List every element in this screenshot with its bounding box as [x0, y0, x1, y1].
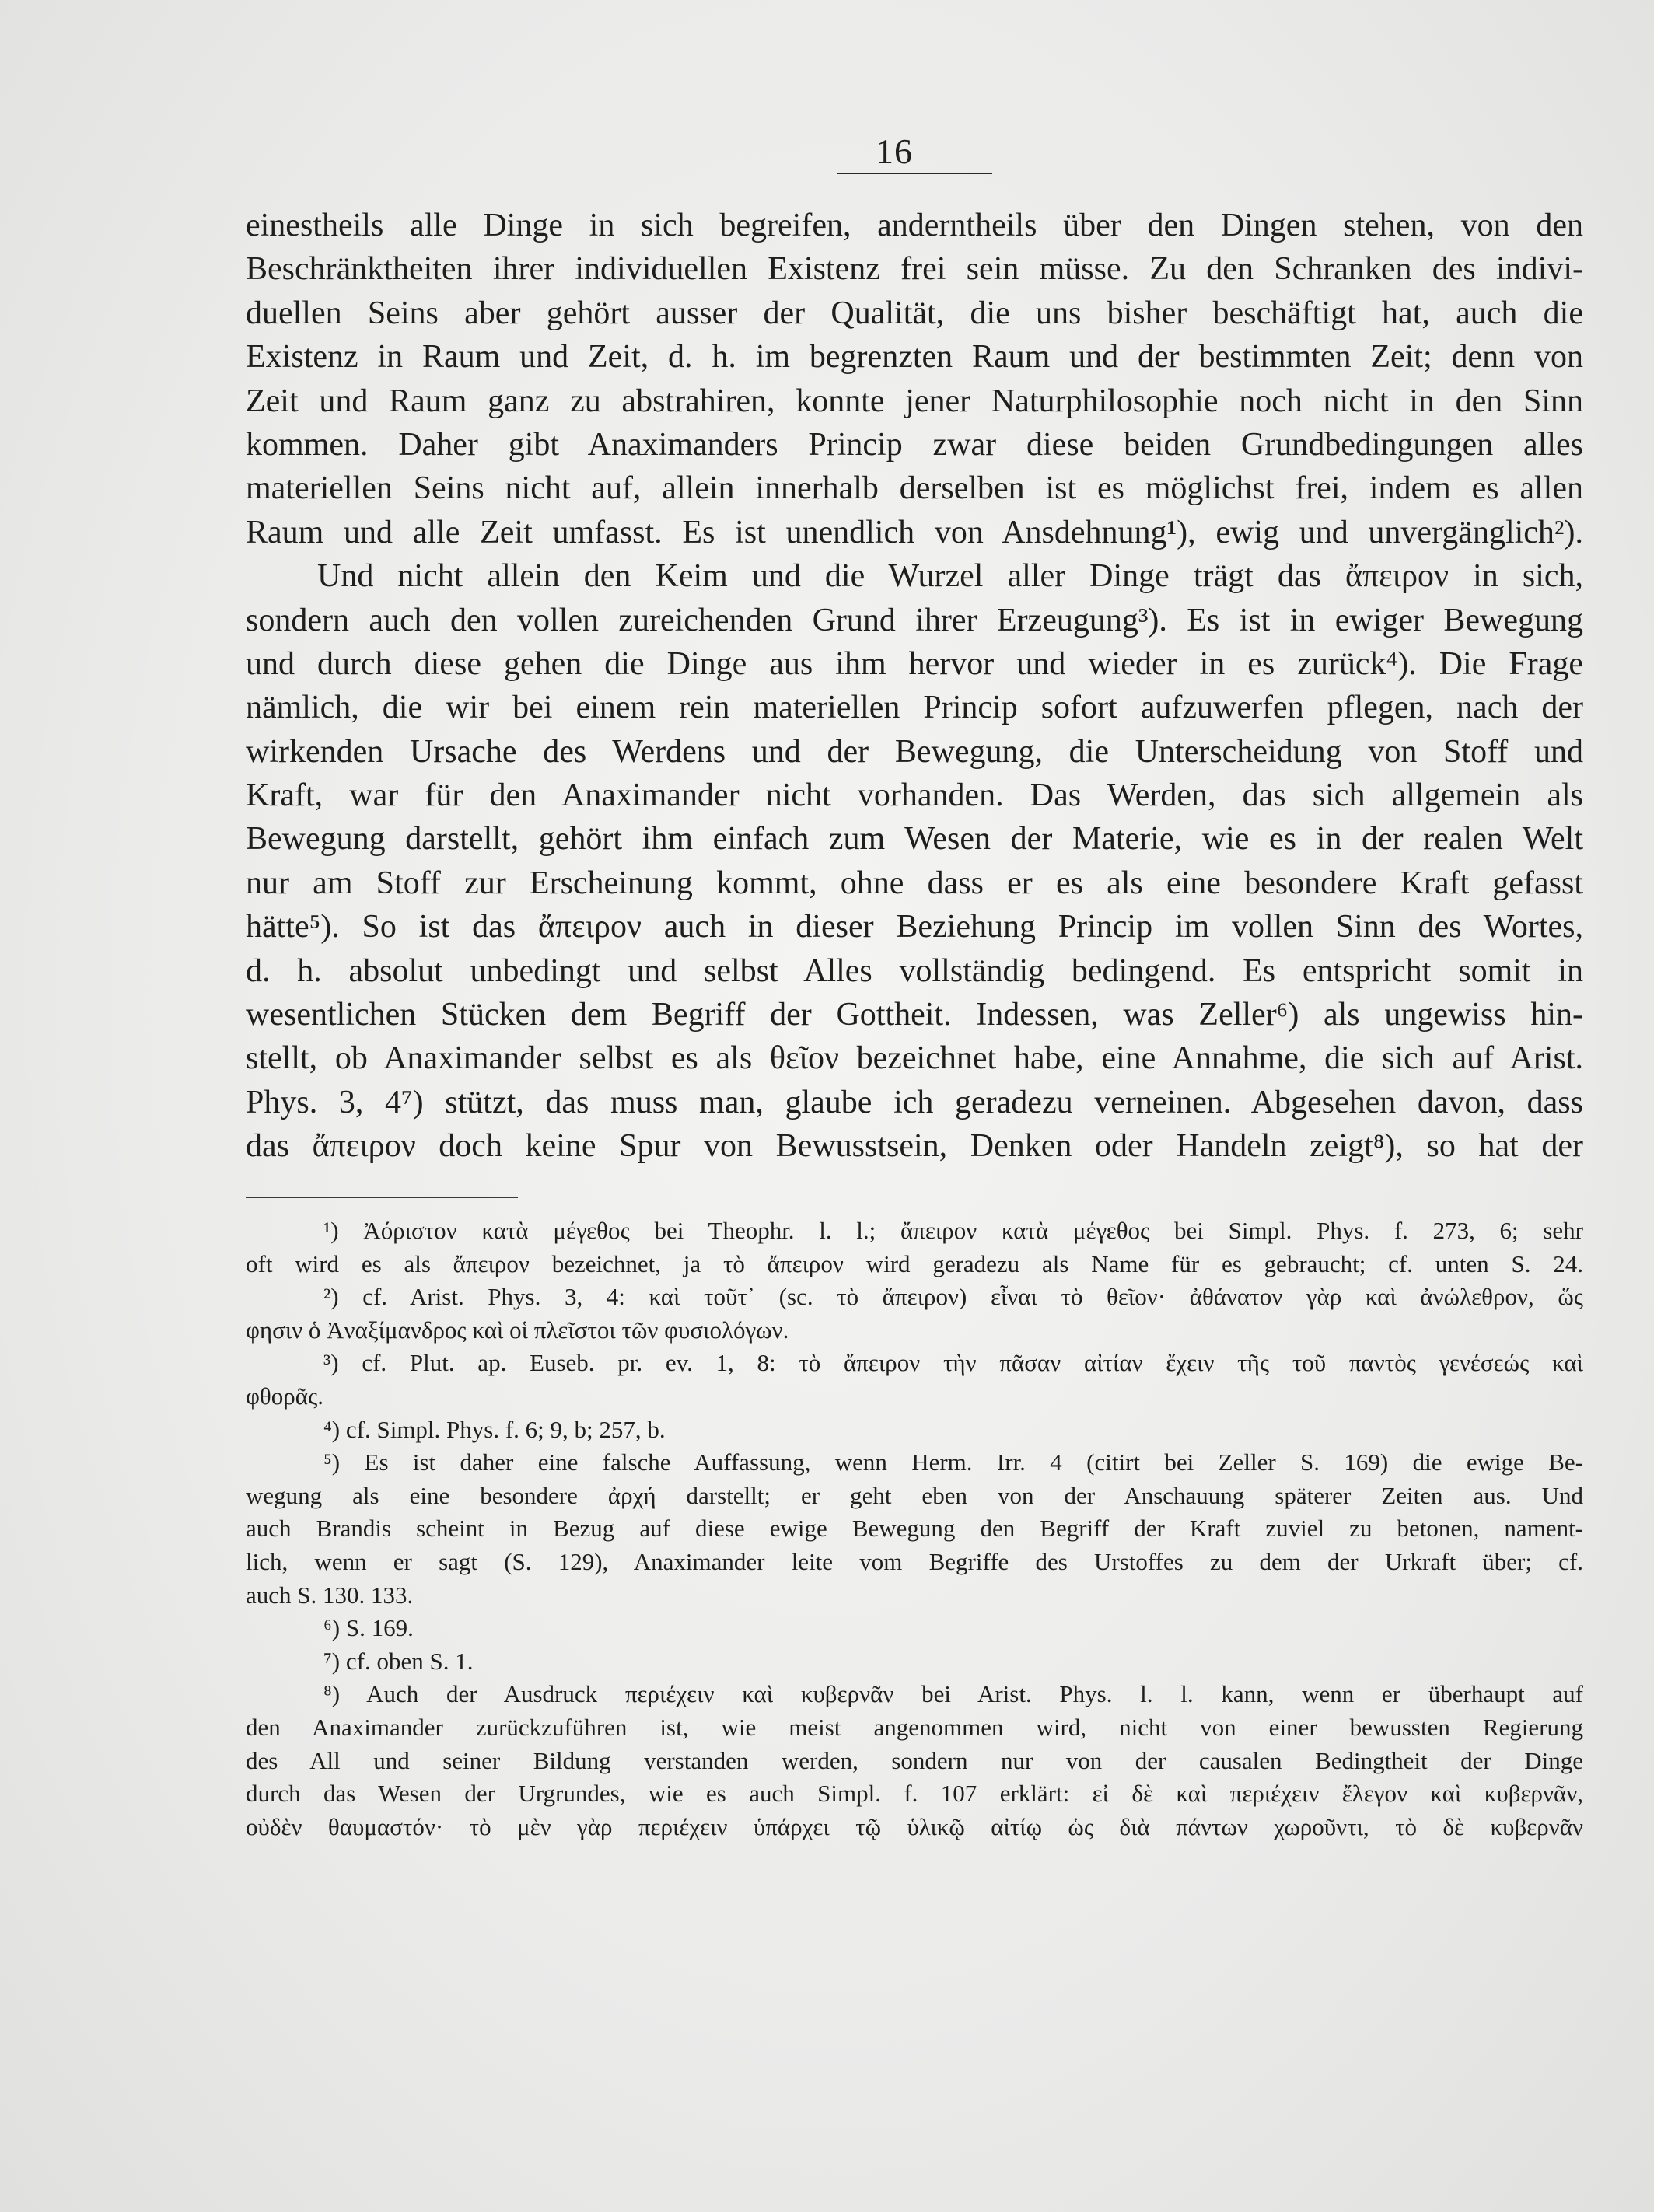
footnote-line: den Anaximander zurückzuführen ist, wie meist angenommen wird, nicht von einer bewussten Regierung: [246, 1713, 1583, 1741]
footnote-line: ⁶) S. 169.: [323, 1614, 414, 1642]
page-number: 16: [876, 131, 913, 171]
footnote-8: [246, 1678, 1583, 1843]
footnote-line: φθορᾶς.: [246, 1382, 323, 1410]
footnote-separator: [246, 1197, 518, 1198]
footnote-line: ³) cf. Plut. ap. Euseb. pr. ev. 1, 8: τὸ ἄπειρον τὴν πᾶσαν αἰτίαν ἔχειν τῆς τοῦ παντὸς γενέσεώς καὶ: [323, 1349, 1583, 1377]
body-line: Bewegung darstellt, gehört ihm einfach zum Wesen der Materie, wie es in der realen Welt: [246, 821, 1583, 858]
footnote-3: [246, 1347, 1583, 1413]
body-line: materiellen Seins nicht auf, allein innerhalb derselben ist es möglichst frei, indem es allen: [246, 470, 1583, 507]
footnote-line: auch Brandis scheint in Bezug auf diese ewige Bewegung den Begriff der Kraft zuviel zu betonen, nament-: [246, 1515, 1583, 1543]
body-text: [246, 204, 1583, 1169]
body-line: einestheils alle Dinge in sich begreifen, anderntheils über den Dingen stehen, von den: [246, 208, 1583, 243]
body-line: Phys. 3, 4⁷) stützt, das muss man, glaube ich geradezu verneinen. Abgesehen davon, dass: [246, 1084, 1583, 1120]
body-line: sondern auch den vollen zureichenden Grund ihrer Erzeugung³). Es ist in ewiger Bewegung: [246, 602, 1583, 638]
body-line: hätte⁵). So ist das ἄπειρον auch in dieser Beziehung Princip im vollen Sinn des Wortes,: [246, 909, 1583, 945]
body-line: Beschränktheiten ihrer individuellen Existenz frei sein müsse. Zu den Schranken des indivi-: [246, 251, 1583, 288]
footnote-line: ⁵) Es ist daher eine falsche Auffassung, wenn Herm. Irr. 4 (citirt bei Zeller S. 169) die ewige Be-: [323, 1448, 1583, 1476]
body-line: duellen Seins aber gehört ausser der Qualität, die uns bisher beschäftigt hat, auch die: [246, 295, 1583, 331]
footnote-4: [246, 1414, 1583, 1447]
footnote-line: ⁴) cf. Simpl. Phys. f. 6; 9, b; 257, b.: [323, 1415, 666, 1443]
footnote-line: wegung als eine besondere ἀρχή darstellt; er geht eben von der Anschauung späterer Zeiten aus. Und: [246, 1481, 1583, 1509]
footnote-5: [246, 1446, 1583, 1612]
body-line: Raum und alle Zeit umfasst. Es ist unendlich von Ansdehnung¹), ewig und unvergänglich²).: [246, 514, 1583, 550]
body-line: wirkenden Ursache des Werdens und der Bewegung, die Unterscheidung von Stoff und: [246, 733, 1583, 770]
body-line: Existenz in Raum und Zeit, d. h. im begrenzten Raum und der bestimmten Zeit; denn von: [246, 339, 1583, 376]
footnote-line: οὐδὲν θαυμαστόν· τὸ μὲν γὰρ περιέχειν ὑπάρχει τῷ ὑλικῷ αἰτίῳ ὡς διὰ πάντων χωροῦντι, τὸ δὲ κυβερνᾶν: [246, 1812, 1583, 1840]
footnote-line: ⁸) Auch der Ausdruck περιέχειν καὶ κυβερνᾶν bei Arist. Phys. l. l. kann, wenn er überhaupt auf: [323, 1680, 1583, 1708]
body-line: d. h. absolut unbedingt und selbst Alles vollständig bedingend. Es entspricht somit in: [246, 952, 1583, 989]
body-line: und durch diese gehen die Dinge aus ihm hervor und wieder in es zurück⁴). Die Frage: [246, 645, 1583, 682]
footnote-line: des All und seiner Bildung verstanden werden, sondern nur von der causalen Bedingtheit der Dinge: [246, 1746, 1583, 1774]
body-line: stellt, ob Anaximander selbst es als θεῖον bezeichnet habe, eine Annahme, die sich auf Arist.: [246, 1040, 1583, 1077]
footnote-line: φησιν ὁ Ἀναξίμανδρος καὶ οἱ πλεῖστοι τῶν φυσιολόγων.: [246, 1316, 789, 1344]
footnote-line: ¹) Ἀόριστον κατὰ μέγεθος bei Theophr. l. l.; ἄπειρον κατὰ μέγεθος bei Simpl. Phys. f. 273, 6; sehr: [323, 1217, 1583, 1244]
footnote-line: lich, wenn er sagt (S. 129), Anaximander leite vom Begriffe des Urstoffes zu dem der Urkraft über; cf.: [246, 1547, 1583, 1575]
footnote-line: oft wird es als ἄπειρον bezeichnet, ja τὸ ἄπειρον wird geradezu als Name für es gebraucht; cf. unten S. 24.: [246, 1249, 1583, 1277]
footnotes: [246, 1214, 1583, 1843]
footnote-2: [246, 1281, 1583, 1347]
body-line: Kraft, war für den Anaximander nicht vorhanden. Das Werden, das sich allgemein als: [246, 778, 1583, 814]
footnote-7: [246, 1645, 1583, 1679]
footnote-6: [246, 1612, 1583, 1645]
footnote-line: ²) cf. Arist. Phys. 3, 4: καὶ τοῦτ᾽ (sc. τὸ ἄπειρον) εἶναι τὸ θεῖον· ἀθάνατον γὰρ καὶ ἀνώλεθρον, ὥς: [323, 1283, 1583, 1311]
footnote-1: [246, 1214, 1583, 1281]
footnote-line: auch S. 130. 133.: [246, 1581, 414, 1609]
body-line: das ἄπειρον doch keine Spur von Bewusstsein, Denken oder Handeln zeigt⁸), so hat der: [246, 1128, 1583, 1165]
body-line: nur am Stoff zur Erscheinung kommt, ohne dass er es als eine besondere Kraft gefasst: [246, 865, 1583, 901]
body-line: wesentlichen Stücken dem Begriff der Gottheit. Indessen, was Zeller⁶) als ungewiss hin-: [246, 997, 1583, 1033]
body-line: Und nicht allein den Keim und die Wurzel aller Dinge trägt das ἄπειρον in sich,: [317, 558, 1583, 595]
body-line: kommen. Daher gibt Anaximanders Princip zwar diese beiden Grundbedingungen alles: [246, 426, 1583, 463]
footnote-line: ⁷) cf. oben S. 1.: [323, 1647, 474, 1675]
page-number-rule: [837, 173, 992, 174]
body-line: nämlich, die wir bei einem rein materiellen Princip sofort aufzuwerfen pflegen, nach der: [246, 690, 1583, 726]
body-line: Zeit und Raum ganz zu abstrahiren, konnte jener Naturphilosophie noch nicht in den Sinn: [246, 383, 1583, 419]
footnote-line: durch das Wesen der Urgrundes, wie es auch Simpl. f. 107 erklärt: εἰ δὲ καὶ περιέχειν ἔλεγον καὶ κυβερνᾶν,: [246, 1780, 1583, 1808]
